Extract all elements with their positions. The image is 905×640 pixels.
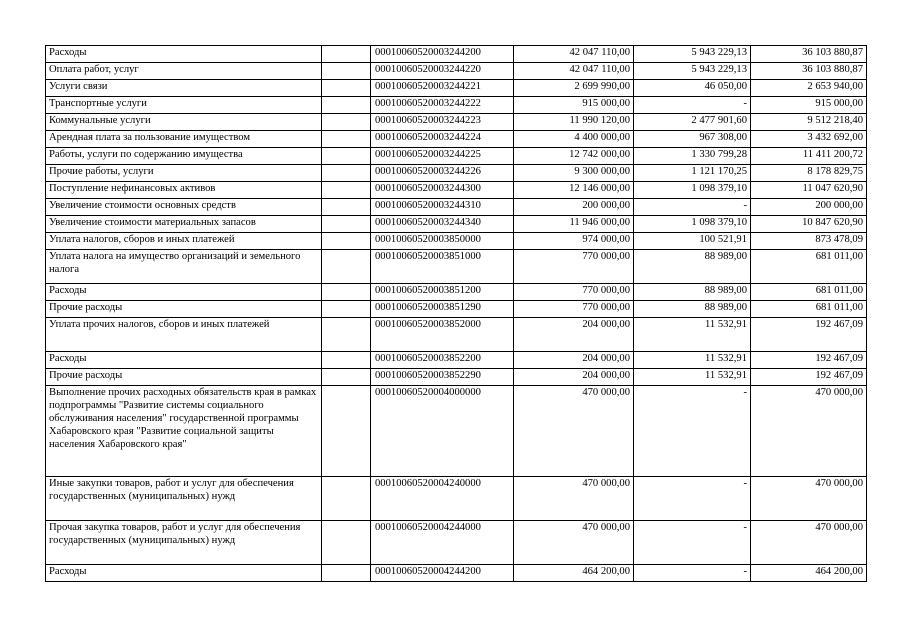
row-blank-cell xyxy=(322,114,371,131)
row-remaining-cell: 470 000,00 xyxy=(751,386,867,477)
row-executed-cell: 1 098 379,10 xyxy=(634,216,751,233)
row-remaining-cell: 8 178 829,75 xyxy=(751,165,867,182)
row-approved-cell: 2 699 990,00 xyxy=(514,80,634,97)
row-approved-cell: 204 000,00 xyxy=(514,318,634,352)
row-executed-cell: 5 943 229,13 xyxy=(634,46,751,63)
row-approved-cell: 770 000,00 xyxy=(514,284,634,301)
table-body xyxy=(46,46,867,582)
row-blank-cell xyxy=(322,301,371,318)
row-code-cell: 00010060520003244224 xyxy=(371,131,514,148)
row-approved-cell: 470 000,00 xyxy=(514,521,634,565)
row-name-cell: Уплата налогов, сборов и иных платежей xyxy=(46,233,322,250)
row-code-cell: 00010060520004000000 xyxy=(371,386,514,477)
table-row xyxy=(46,386,867,477)
row-name-cell: Увеличение стоимости основных средств xyxy=(46,199,322,216)
row-name-cell: Прочие расходы xyxy=(46,369,322,386)
row-code-cell: 00010060520004244000 xyxy=(371,521,514,565)
row-remaining-cell: 192 467,09 xyxy=(751,352,867,369)
row-blank-cell xyxy=(322,216,371,233)
row-blank-cell xyxy=(322,565,371,582)
row-approved-cell: 204 000,00 xyxy=(514,352,634,369)
row-code-cell: 00010060520003244340 xyxy=(371,216,514,233)
row-name-cell: Выполнение прочих расходных обязательств края в рамках подпрограммы "Развитие системы социального обслуживания населения" государственной программы Хабаровского края "Развитие социальной защиты населения Хабаровского края" xyxy=(46,386,322,477)
row-name-cell: Расходы xyxy=(46,46,322,63)
row-approved-cell: 11 946 000,00 xyxy=(514,216,634,233)
row-approved-cell: 770 000,00 xyxy=(514,301,634,318)
row-blank-cell xyxy=(322,182,371,199)
table-row xyxy=(46,521,867,565)
row-approved-cell: 470 000,00 xyxy=(514,386,634,477)
row-remaining-cell: 915 000,00 xyxy=(751,97,867,114)
table-row xyxy=(46,199,867,216)
row-approved-cell: 974 000,00 xyxy=(514,233,634,250)
budget-execution-table xyxy=(45,45,867,582)
row-name-cell: Расходы xyxy=(46,352,322,369)
row-executed-cell: 5 943 229,13 xyxy=(634,63,751,80)
row-blank-cell xyxy=(322,131,371,148)
row-approved-cell: 200 000,00 xyxy=(514,199,634,216)
row-approved-cell: 12 146 000,00 xyxy=(514,182,634,199)
row-remaining-cell: 36 103 880,87 xyxy=(751,63,867,80)
row-executed-cell: - xyxy=(634,565,751,582)
row-executed-cell: - xyxy=(634,521,751,565)
row-code-cell: 00010060520004240000 xyxy=(371,477,514,521)
row-remaining-cell: 464 200,00 xyxy=(751,565,867,582)
table-row xyxy=(46,131,867,148)
row-executed-cell: 11 532,91 xyxy=(634,369,751,386)
row-name-cell: Услуги связи xyxy=(46,80,322,97)
row-remaining-cell: 11 411 200,72 xyxy=(751,148,867,165)
row-blank-cell xyxy=(322,233,371,250)
row-code-cell: 00010060520003852290 xyxy=(371,369,514,386)
row-approved-cell: 42 047 110,00 xyxy=(514,46,634,63)
row-remaining-cell: 200 000,00 xyxy=(751,199,867,216)
row-remaining-cell: 36 103 880,87 xyxy=(751,46,867,63)
row-name-cell: Расходы xyxy=(46,565,322,582)
row-remaining-cell: 470 000,00 xyxy=(751,477,867,521)
row-blank-cell xyxy=(322,386,371,477)
row-name-cell: Прочая закупка товаров, работ и услуг для обеспечения государственных (муниципальных) нужд xyxy=(46,521,322,565)
row-executed-cell: 1 098 379,10 xyxy=(634,182,751,199)
row-approved-cell: 915 000,00 xyxy=(514,97,634,114)
row-remaining-cell: 2 653 940,00 xyxy=(751,80,867,97)
row-executed-cell: - xyxy=(634,477,751,521)
row-approved-cell: 11 990 120,00 xyxy=(514,114,634,131)
row-remaining-cell: 192 467,09 xyxy=(751,318,867,352)
row-remaining-cell: 10 847 620,90 xyxy=(751,216,867,233)
row-executed-cell: 88 989,00 xyxy=(634,250,751,284)
row-blank-cell xyxy=(322,165,371,182)
table-row xyxy=(46,182,867,199)
row-remaining-cell: 873 478,09 xyxy=(751,233,867,250)
row-remaining-cell: 681 011,00 xyxy=(751,284,867,301)
row-blank-cell xyxy=(322,148,371,165)
row-name-cell: Расходы xyxy=(46,284,322,301)
table-row xyxy=(46,46,867,63)
row-executed-cell: 2 477 901,60 xyxy=(634,114,751,131)
row-executed-cell: 88 989,00 xyxy=(634,301,751,318)
row-executed-cell: 11 532,91 xyxy=(634,318,751,352)
row-blank-cell xyxy=(322,97,371,114)
row-executed-cell: 1 121 170,25 xyxy=(634,165,751,182)
table-row xyxy=(46,352,867,369)
row-code-cell: 00010060520003851200 xyxy=(371,284,514,301)
row-name-cell: Арендная плата за пользование имуществом xyxy=(46,131,322,148)
row-remaining-cell: 3 432 692,00 xyxy=(751,131,867,148)
row-name-cell: Увеличение стоимости материальных запасов xyxy=(46,216,322,233)
row-approved-cell: 9 300 000,00 xyxy=(514,165,634,182)
row-executed-cell: 46 050,00 xyxy=(634,80,751,97)
row-name-cell: Поступление нефинансовых активов xyxy=(46,182,322,199)
row-code-cell: 00010060520004244200 xyxy=(371,565,514,582)
row-code-cell: 00010060520003244221 xyxy=(371,80,514,97)
row-name-cell: Уплата прочих налогов, сборов и иных платежей xyxy=(46,318,322,352)
row-blank-cell xyxy=(322,521,371,565)
row-code-cell: 00010060520003852200 xyxy=(371,352,514,369)
row-executed-cell: - xyxy=(634,199,751,216)
row-name-cell: Прочие расходы xyxy=(46,301,322,318)
table-row xyxy=(46,165,867,182)
row-blank-cell xyxy=(322,80,371,97)
row-blank-cell xyxy=(322,352,371,369)
row-code-cell: 00010060520003244222 xyxy=(371,97,514,114)
row-code-cell: 00010060520003850000 xyxy=(371,233,514,250)
row-name-cell: Иные закупки товаров, работ и услуг для обеспечения государственных (муниципальных) нужд xyxy=(46,477,322,521)
row-approved-cell: 204 000,00 xyxy=(514,369,634,386)
row-code-cell: 00010060520003852000 xyxy=(371,318,514,352)
table-row xyxy=(46,318,867,352)
row-name-cell: Коммунальные услуги xyxy=(46,114,322,131)
row-code-cell: 00010060520003851000 xyxy=(371,250,514,284)
table-row xyxy=(46,565,867,582)
row-executed-cell: 967 308,00 xyxy=(634,131,751,148)
row-approved-cell: 4 400 000,00 xyxy=(514,131,634,148)
row-blank-cell xyxy=(322,250,371,284)
row-name-cell: Оплата работ, услуг xyxy=(46,63,322,80)
row-remaining-cell: 11 047 620,90 xyxy=(751,182,867,199)
row-remaining-cell: 192 467,09 xyxy=(751,369,867,386)
table-row xyxy=(46,233,867,250)
row-approved-cell: 470 000,00 xyxy=(514,477,634,521)
row-code-cell: 00010060520003244300 xyxy=(371,182,514,199)
table-row xyxy=(46,80,867,97)
row-blank-cell xyxy=(322,369,371,386)
row-name-cell: Прочие работы, услуги xyxy=(46,165,322,182)
row-remaining-cell: 9 512 218,40 xyxy=(751,114,867,131)
row-remaining-cell: 681 011,00 xyxy=(751,250,867,284)
table-row xyxy=(46,114,867,131)
table-row xyxy=(46,301,867,318)
row-code-cell: 00010060520003244310 xyxy=(371,199,514,216)
row-code-cell: 00010060520003851290 xyxy=(371,301,514,318)
row-blank-cell xyxy=(322,284,371,301)
row-remaining-cell: 470 000,00 xyxy=(751,521,867,565)
table-row xyxy=(46,477,867,521)
table-row xyxy=(46,97,867,114)
table-row xyxy=(46,216,867,233)
row-executed-cell: - xyxy=(634,386,751,477)
row-blank-cell xyxy=(322,63,371,80)
row-name-cell: Транспортные услуги xyxy=(46,97,322,114)
table-row xyxy=(46,148,867,165)
table-row xyxy=(46,369,867,386)
table-row xyxy=(46,284,867,301)
row-executed-cell: 11 532,91 xyxy=(634,352,751,369)
row-remaining-cell: 681 011,00 xyxy=(751,301,867,318)
row-approved-cell: 42 047 110,00 xyxy=(514,63,634,80)
row-code-cell: 00010060520003244226 xyxy=(371,165,514,182)
row-blank-cell xyxy=(322,477,371,521)
row-approved-cell: 12 742 000,00 xyxy=(514,148,634,165)
row-name-cell: Работы, услуги по содержанию имущества xyxy=(46,148,322,165)
row-approved-cell: 770 000,00 xyxy=(514,250,634,284)
row-executed-cell: 88 989,00 xyxy=(634,284,751,301)
row-executed-cell: 1 330 799,28 xyxy=(634,148,751,165)
row-code-cell: 00010060520003244220 xyxy=(371,63,514,80)
row-approved-cell: 464 200,00 xyxy=(514,565,634,582)
row-blank-cell xyxy=(322,46,371,63)
table-row xyxy=(46,250,867,284)
table-row xyxy=(46,63,867,80)
row-blank-cell xyxy=(322,318,371,352)
row-code-cell: 00010060520003244223 xyxy=(371,114,514,131)
row-name-cell: Уплата налога на имущество организаций и земельного налога xyxy=(46,250,322,284)
row-executed-cell: - xyxy=(634,97,751,114)
row-executed-cell: 100 521,91 xyxy=(634,233,751,250)
row-code-cell: 00010060520003244225 xyxy=(371,148,514,165)
row-code-cell: 00010060520003244200 xyxy=(371,46,514,63)
row-blank-cell xyxy=(322,199,371,216)
